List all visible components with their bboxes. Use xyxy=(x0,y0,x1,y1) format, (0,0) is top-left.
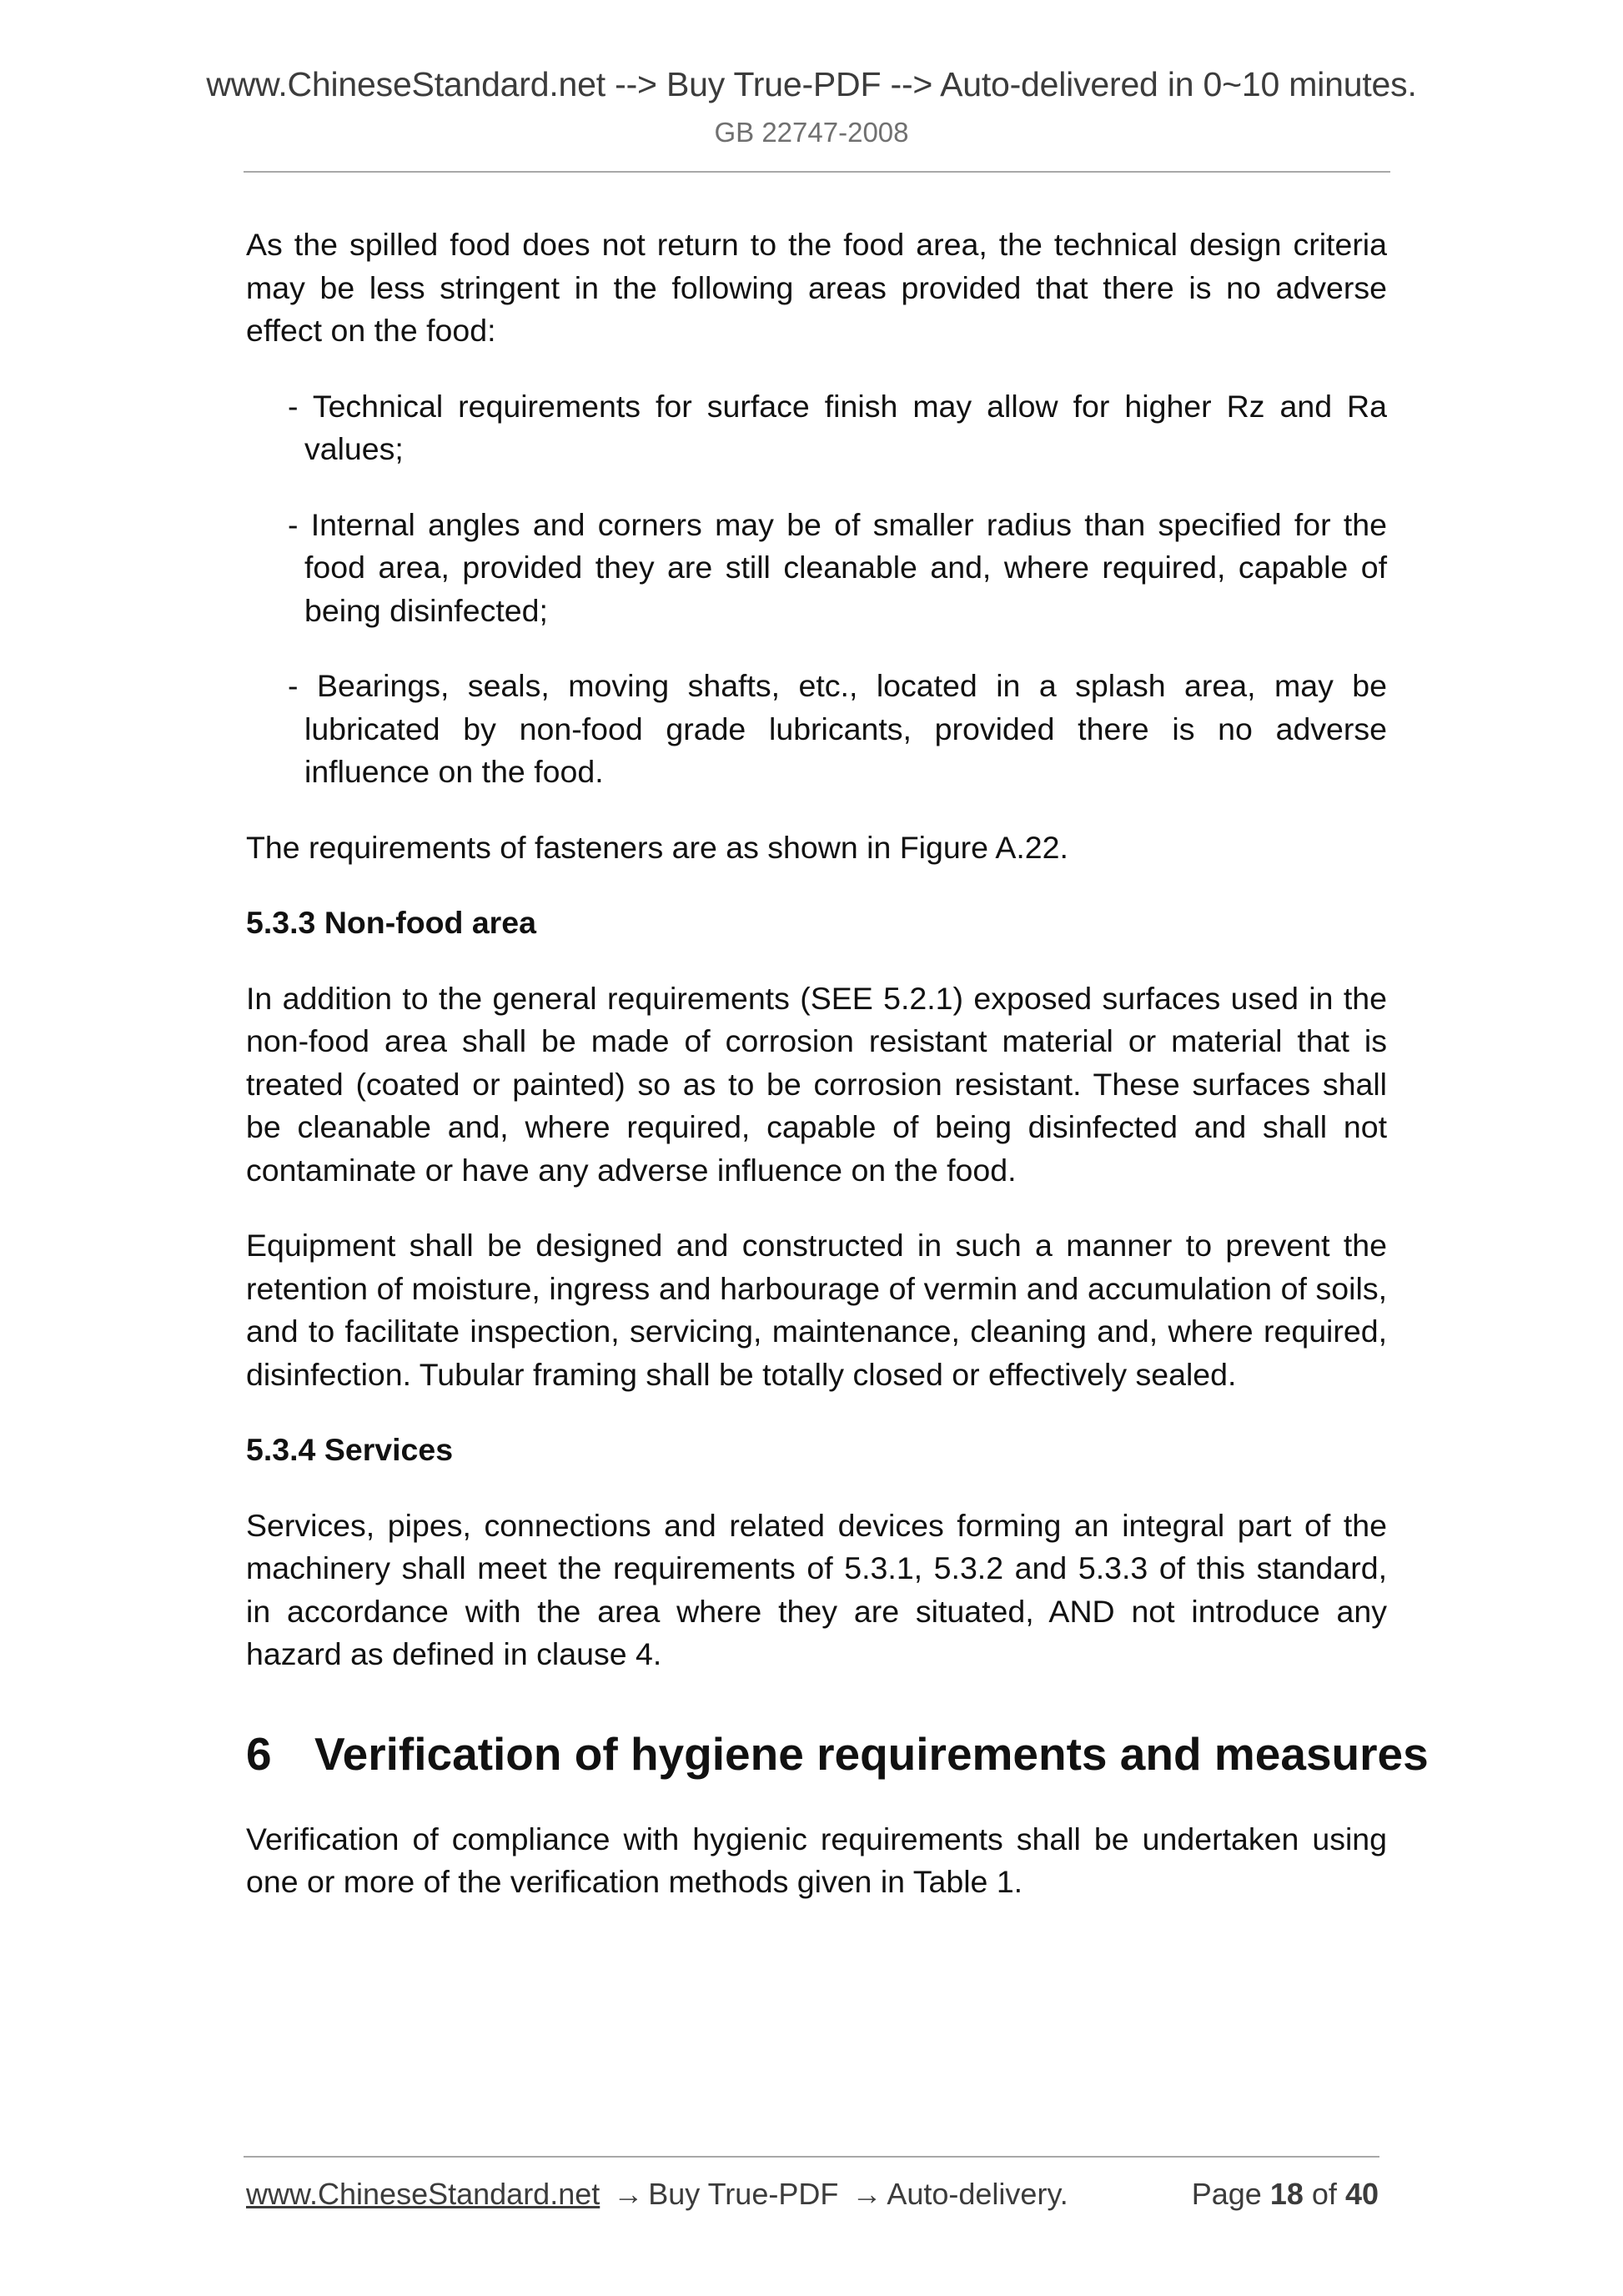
arrow-right-icon: → xyxy=(613,2177,644,2211)
website-link[interactable]: www.ChineseStandard.net xyxy=(246,2177,600,2211)
paragraph: Services, pipes, connections and related devices forming an integral part of the machinery shall meet the requirements of 5.3.1, 5.3.2 and 5.3.3 of this standard, in accordance with the area where they are situated, AND not introduce any hazard as defined in clause 4. xyxy=(246,1507,1387,1671)
list-item: - Technical requirements for surface finish may allow for higher Rz and Ra values; xyxy=(288,388,1387,466)
list-item: - Internal angles and corners may be of smaller radius than specified for the food area, provided they are still cleanable and, where required, capable of being disinfected; xyxy=(288,506,1387,628)
page-of: of xyxy=(1311,2177,1337,2211)
intro-paragraph: As the spilled food does not return to the food area, the technical design criteria may be less stringent in the following areas provided that there is no adverse effect on the food: xyxy=(246,227,1387,348)
section-heading-6 xyxy=(246,1725,1429,1783)
section-title-text: Verification of hygiene requirements and measures xyxy=(314,1727,1429,1780)
header-divider xyxy=(244,171,1390,173)
page-content xyxy=(246,224,1429,1937)
page-label: Page xyxy=(1191,2177,1262,2211)
document-code: GB 22747-2008 xyxy=(714,117,909,148)
section-heading-5-3-3: 5.3.3 Non-food area xyxy=(246,905,536,940)
footer-promo xyxy=(246,2177,1068,2212)
footer-step-buy: Buy True-PDF xyxy=(648,2177,839,2211)
page-total: 40 xyxy=(1344,2177,1379,2211)
list-item: - Bearings, seals, moving shafts, etc., located in a splash area, may be lubricated by non-food grade lubricants, provided there is no adverse influence on the food. xyxy=(288,668,1387,789)
page-current: 18 xyxy=(1269,2177,1304,2211)
arrow-right-icon: → xyxy=(852,2177,882,2211)
section-number: 6 xyxy=(246,1727,272,1780)
footer-divider xyxy=(244,2156,1379,2158)
fasteners-note: The requirements of fasteners are as shown in Figure A.22. xyxy=(246,829,1068,865)
paragraph: In addition to the general requirements (SEE 5.2.1) exposed surfaces used in the non-food area shall be made of corrosion resistant material or material that is treated (coated or painted) so as to be corrosion resistant. These surfaces shall be cleanable and, where required, capable of being disinfected and shall not contaminate or have any adverse influence on the food. xyxy=(246,980,1387,1188)
section-heading-5-3-4: 5.3.4 Services xyxy=(246,1432,454,1467)
paragraph: Verification of compliance with hygienic requirements shall be undertaken using one or more of the verification methods given in Table 1. xyxy=(246,1821,1387,1899)
page-number xyxy=(1192,2177,1379,2212)
header-banner: www.ChineseStandard.net --> Buy True-PDF --> Auto-delivered in 0~10 minutes. xyxy=(206,65,1417,103)
paragraph: Equipment shall be designed and constructed in such a manner to prevent the retention of moisture, ingress and harbourage of vermin and accumulation of soils, and to facilitate inspection, servicing, maintenance, cleaning and, where required, disinfection. Tubular framing shall be totally closed or effectively sealed. xyxy=(246,1228,1387,1392)
footer-step-delivery: Auto-delivery. xyxy=(887,2177,1068,2211)
page-footer xyxy=(246,2177,1379,2212)
